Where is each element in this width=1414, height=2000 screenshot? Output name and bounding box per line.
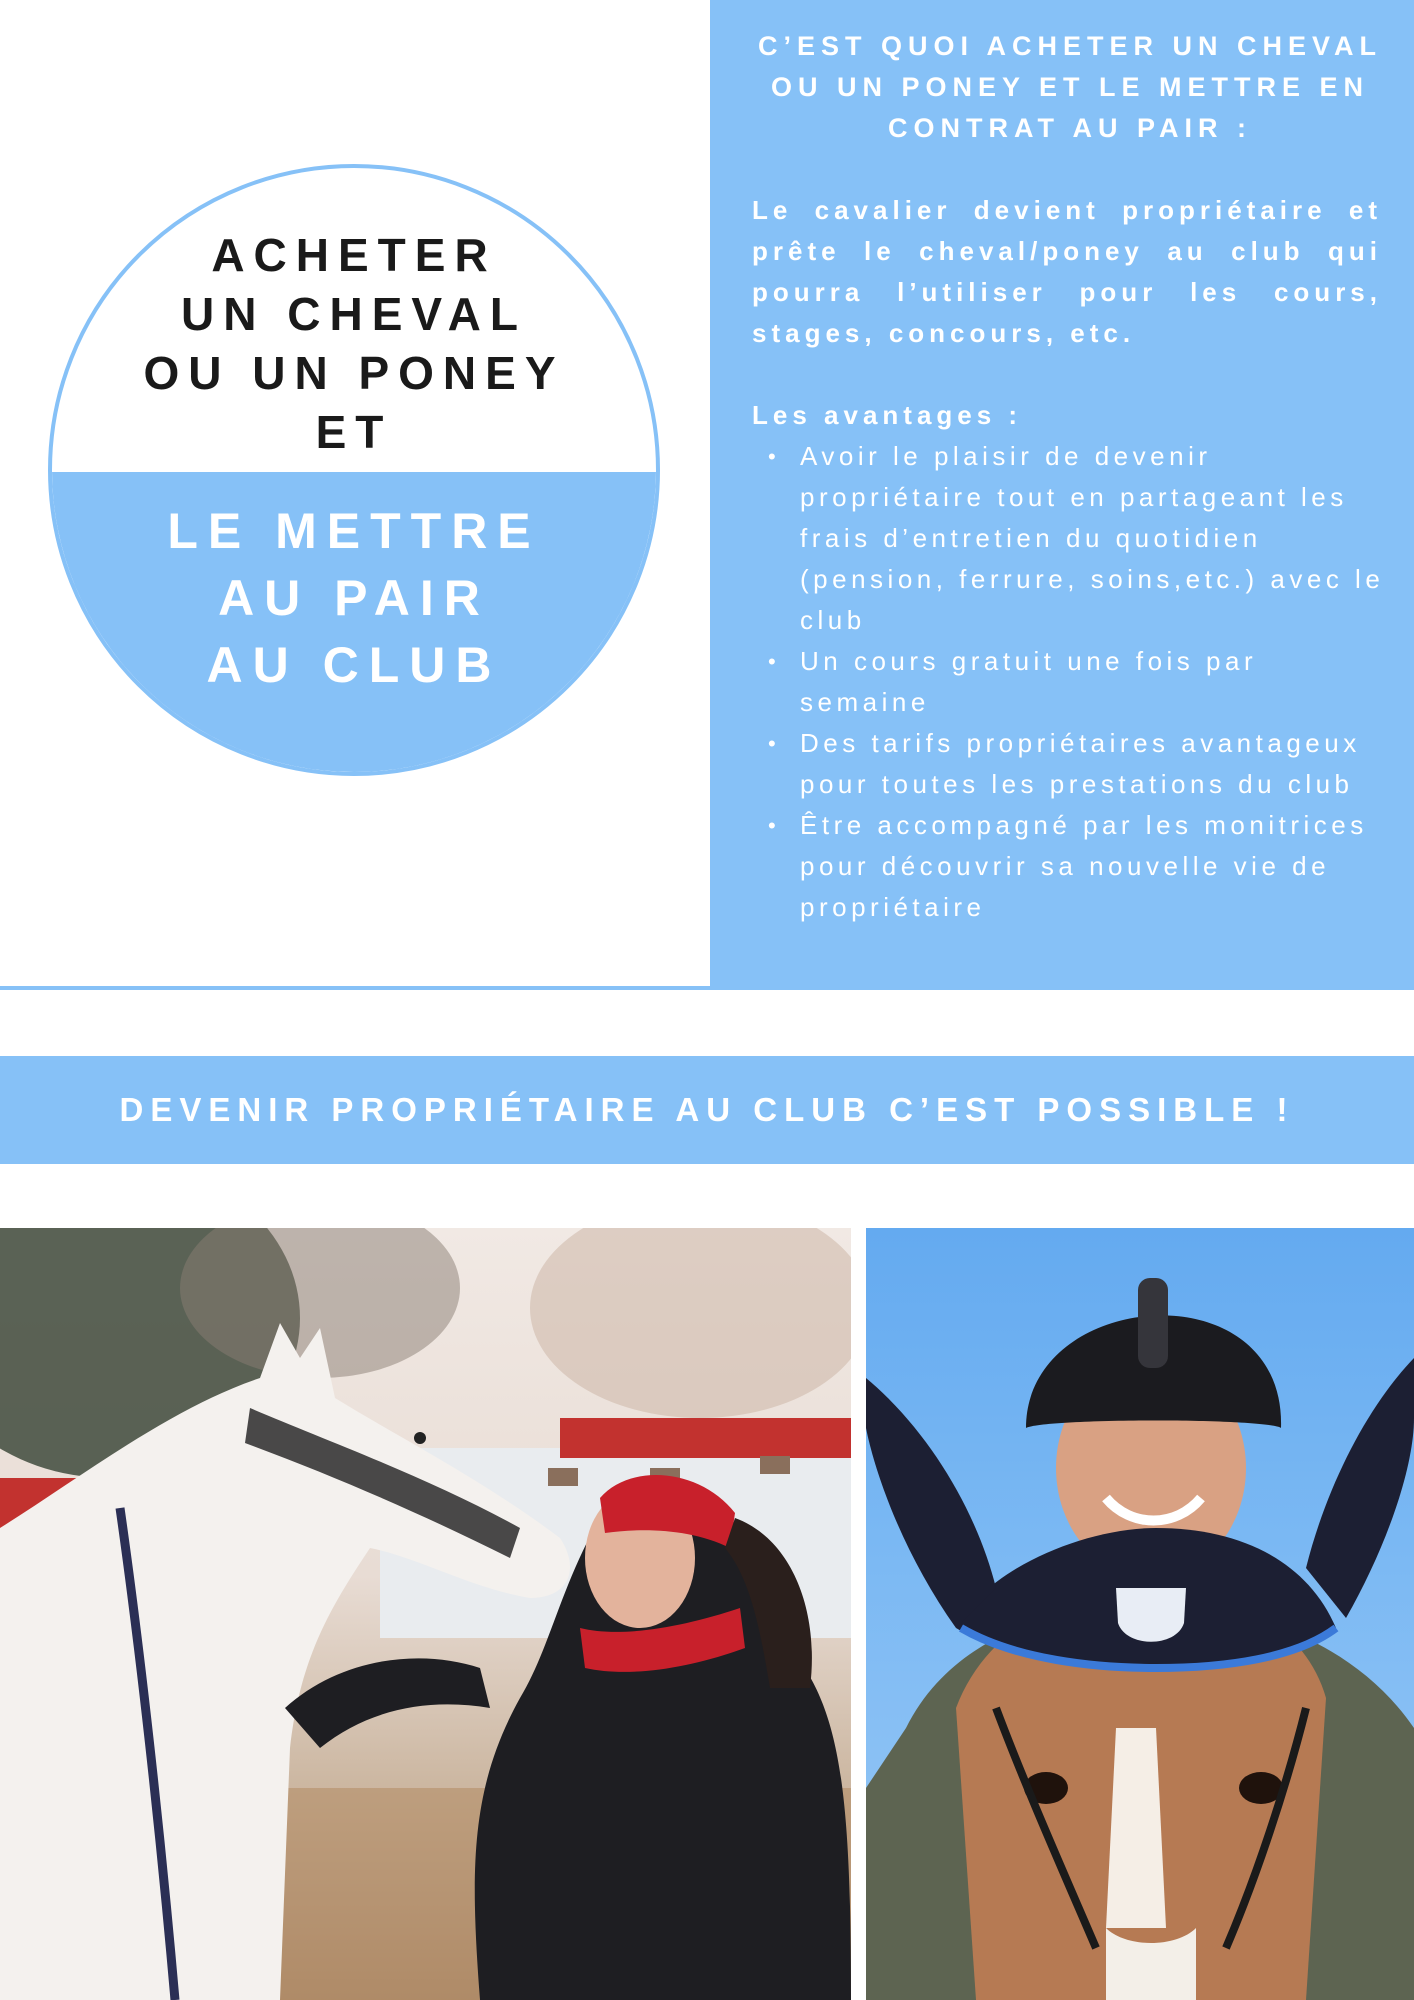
bullet-icon: •	[768, 649, 781, 674]
banner	[0, 1056, 1414, 1164]
advantages-list	[752, 436, 1392, 928]
advantage-item	[752, 641, 1392, 723]
info-intro: Le cavalier devient propriétaire et prête le cheval/poney au club qui pourra l’utiliser pour les cours, stages, concours, etc.	[752, 195, 1382, 348]
bullet-icon: •	[768, 444, 781, 469]
headline-line: UN CHEVAL	[181, 288, 527, 340]
headline-line: AU PAIR	[218, 570, 490, 626]
advantage-item	[752, 723, 1392, 805]
photo-rider-kissing-horse	[0, 1228, 851, 2000]
advantage-text: Des tarifs propriétaires avantageux pour toutes les prestations du club	[800, 728, 1361, 799]
headline-line: ET	[315, 406, 393, 458]
headline-top	[52, 226, 656, 462]
headline-circle	[48, 164, 660, 776]
advantage-item	[752, 805, 1392, 928]
photo-illustration	[866, 1228, 1414, 2000]
bullet-icon: •	[768, 731, 781, 756]
info-panel	[710, 0, 1414, 990]
divider-line	[0, 986, 710, 990]
headline-line: ACHETER	[211, 229, 497, 281]
info-title: C’EST QUOI ACHETER UN CHEVAL OU UN PONEY ET LE METTRE EN CONTRAT AU PAIR :	[757, 31, 1383, 143]
headline-bottom	[52, 498, 656, 699]
advantage-text: Un cours gratuit une fois par semaine	[800, 646, 1258, 717]
headline-line: LE METTRE	[167, 503, 541, 559]
headline-line: AU CLUB	[206, 637, 502, 693]
bullet-icon: •	[768, 813, 781, 838]
photo-child-rider-pony	[866, 1228, 1414, 2000]
advantage-item	[752, 436, 1392, 641]
banner-text: DEVENIR PROPRIÉTAIRE AU CLUB C’EST POSSIBLE !	[119, 1091, 1295, 1128]
photo-illustration	[0, 1228, 851, 2000]
headline-line: OU UN PONEY	[143, 347, 565, 399]
advantage-text: Avoir le plaisir de devenir propriétaire tout en partageant les frais d’entretien du quotidien (pension, ferrure, soins,etc.) avec le club	[800, 441, 1385, 635]
advantages-title: Les avantages :	[752, 400, 1023, 430]
advantage-text: Être accompagné par les monitrices pour découvrir sa nouvelle vie de propriétaire	[800, 810, 1368, 922]
